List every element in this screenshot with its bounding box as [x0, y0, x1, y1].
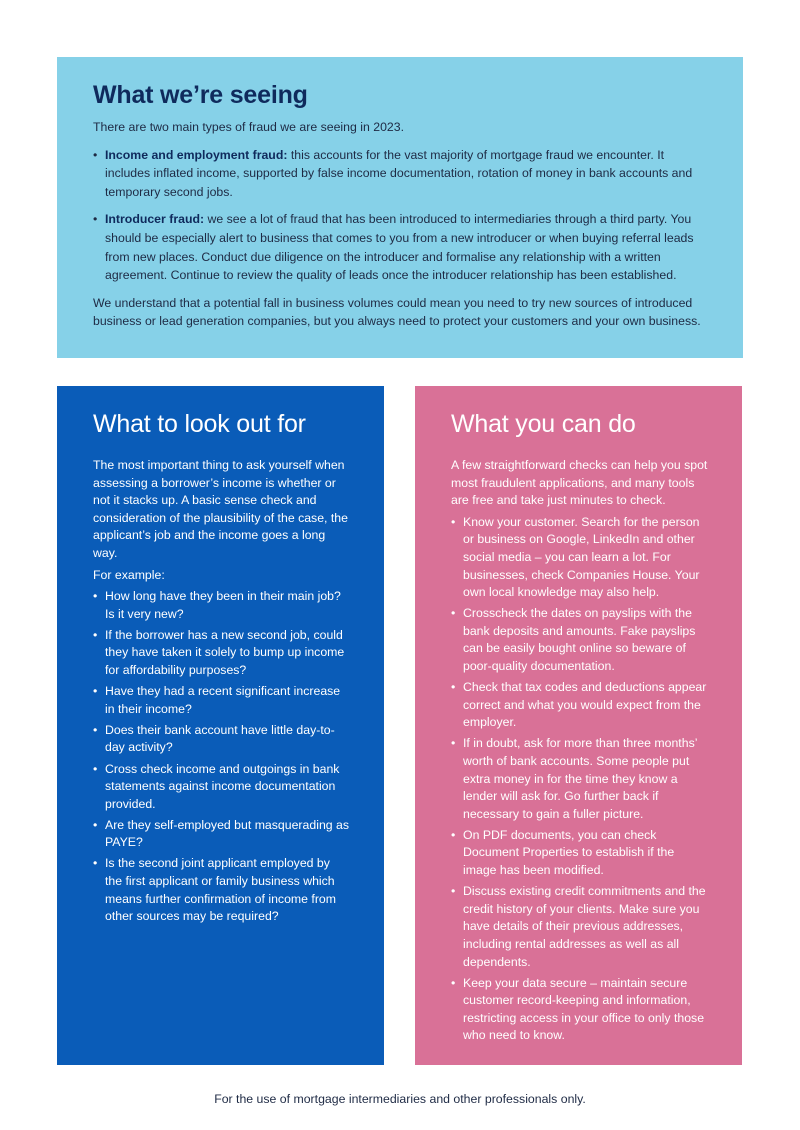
list-item: • Crosscheck the dates on payslips with the bank deposits and amounts. Fake payslips can be easily bought online so beware of poor-quality documentation.	[451, 605, 708, 675]
list-item: • On PDF documents, you can check Document Properties to establish if the image has been modified.	[451, 827, 708, 880]
seeing-closing: We understand that a potential fall in business volumes could mean you need to try new sources of introduced business or lead generation companies, but you always need to protect your customers and your own business.	[93, 295, 701, 329]
cando-intro: A few straightforward checks can help you spot most fraudulent applications, and many tools are free and take just minutes to check.	[451, 458, 708, 508]
list-item: • Know your customer. Search for the person or business on Google, LinkedIn and other social media – you can learn a lot. For businesses, check Companies House. Your own local knowledge may also help.	[451, 514, 708, 602]
footer-disclaimer: For the use of mortgage intermediaries and other professionals only.	[214, 1092, 586, 1106]
seeing-intro: There are two main types of fraud we are seeing in 2023.	[93, 120, 405, 134]
fraud-type-label: Introducer fraud:	[105, 212, 205, 227]
cando-heading: What you can do	[451, 410, 636, 438]
lookout-heading: What to look out for	[93, 410, 306, 438]
list-item: • If in doubt, ask for more than three months’ worth of bank accounts. Some people put extra money in for the time they know a lender will ask for. Go further back if necessary to gain a fuller picture.	[451, 735, 708, 823]
fraud-types-list	[93, 146, 707, 285]
seeing-heading: What we’re seeing	[93, 81, 308, 109]
list-item: • Keep your data secure – maintain secure customer record-keeping and information, restricting access in your office to only those who need to know.	[451, 975, 708, 1045]
list-item: • Are they self-employed but masquerading as PAYE?	[93, 817, 350, 852]
lookout-example-label: For example:	[93, 567, 165, 582]
fraud-type-text: we see a lot of fraud that has been introduced to intermediaries through a third party. You should be especially alert to business that comes to you from a new introducer or when buying referral leads from new places. Conduct due diligence on the introducer and formalise any relationship with a written agreement. Continue to review the quality of leads once the introducer relationship has been established.	[105, 212, 694, 283]
list-item: • Cross check income and outgoings in bank statements against income documentation provided.	[93, 761, 350, 814]
what-were-seeing-panel	[57, 57, 743, 358]
cando-list	[451, 514, 708, 1045]
list-item: • Does their bank account have little day-to-day activity?	[93, 722, 350, 757]
list-item: • Discuss existing credit commitments and the credit history of your clients. Make sure you have details of their previous addresses, including rental addresses as well as all dependents.	[451, 883, 708, 971]
fraud-type-label: Income and employment fraud:	[105, 147, 288, 162]
list-item: • How long have they been in their main job? Is it very new?	[93, 588, 350, 623]
list-item: • Is the second joint applicant employed by the first applicant or family business which means further confirmation of income from other sources may be required?	[93, 855, 350, 925]
what-you-can-do-panel	[415, 386, 742, 1065]
fraud-type-item	[93, 210, 707, 284]
lookout-list	[93, 588, 350, 926]
list-item: • Have they had a recent significant increase in their income?	[93, 683, 350, 718]
fraud-type-item	[93, 146, 707, 202]
list-item: • If the borrower has a new second job, could they have taken it solely to bump up income for affordability purposes?	[93, 627, 350, 680]
lookout-intro: The most important thing to ask yourself when assessing a borrower’s income is whether or not it stacks up. A basic sense check and consideration of the plausibility of the case, the applicant’s job and the income goes a long way.	[93, 458, 348, 560]
fraud-type-text: this accounts for the vast majority of mortgage fraud we encounter. It includes inflated income, supported by false income documentation, rotation of money in bank accounts and temporary second jobs.	[105, 147, 693, 199]
list-item: • Check that tax codes and deductions appear correct and what you would expect from the employer.	[451, 679, 708, 732]
look-out-for-panel	[57, 386, 384, 1065]
